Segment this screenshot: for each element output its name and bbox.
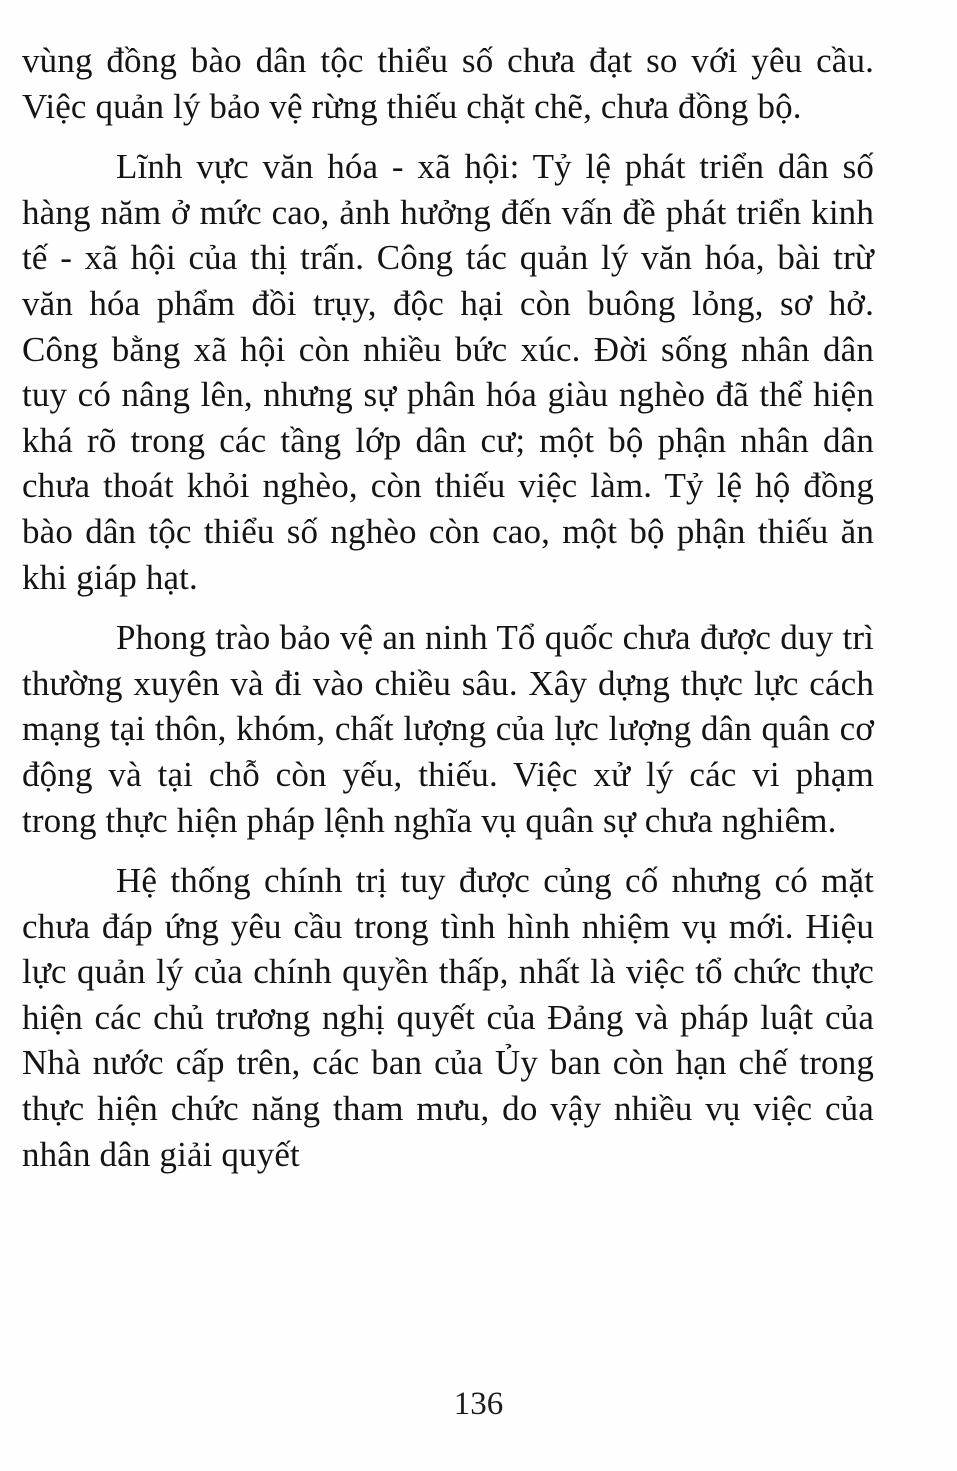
paragraph-political-system: Hệ thống chính trị tuy được củng cố nhưng có mặt chưa đáp ứng yêu cầu trong tình hình nhiệm vụ mới. Hiệu lực quản lý của chính quyền thấp, nhất là việc tổ chức thực hiện các chủ trương nghị quyết của Đảng và pháp luật của Nhà nước cấp trên, các ban của Ủy ban còn hạn chế trong thực hiện chức năng tham mưu, do vậy nhiều vụ việc của nhân dân giải quyết [22,861,874,1174]
paragraph-continuation: vùng đồng bào dân tộc thiểu số chưa đạt so với yêu cầu. Việc quản lý bảo vệ rừng thiếu chặt chẽ, chưa đồng bộ. [22,41,874,126]
page-number: 136 [453,1386,504,1422]
paragraph-culture-society: Lĩnh vực văn hóa - xã hội: Tỷ lệ phát triển dân số hàng năm ở mức cao, ảnh hưởng đến vấn đề phát triển kinh tế - xã hội của thị trấn. Công tác quản lý văn hóa, bài trừ văn hóa phẩm đồi trụy, độc hại còn buông lỏng, sơ hở. Công bằng xã hội còn nhiều bức xúc. Đời sống nhân dân tuy có nâng lên, nhưng sự phân hóa giàu nghèo đã thể hiện khá rõ trong các tầng lớp dân cư; một bộ phận nhân dân chưa thoát khỏi nghèo, còn thiếu việc làm. Tỷ lệ hộ đồng bào dân tộc thiểu số nghèo còn cao, một bộ phận thiếu ăn khi giáp hạt. [22,147,874,597]
paragraph-security: Phong trào bảo vệ an ninh Tổ quốc chưa được duy trì thường xuyên và đi vào chiều sâu. Xây dựng thực lực cách mạng tại thôn, khóm, chất lượng của lực lượng dân quân cơ động và tại chỗ còn yếu, thiếu. Việc xử lý các vi phạm trong thực hiện pháp lệnh nghĩa vụ quân sự chưa nghiêm. [22,618,874,840]
body-text [22,38,874,1177]
